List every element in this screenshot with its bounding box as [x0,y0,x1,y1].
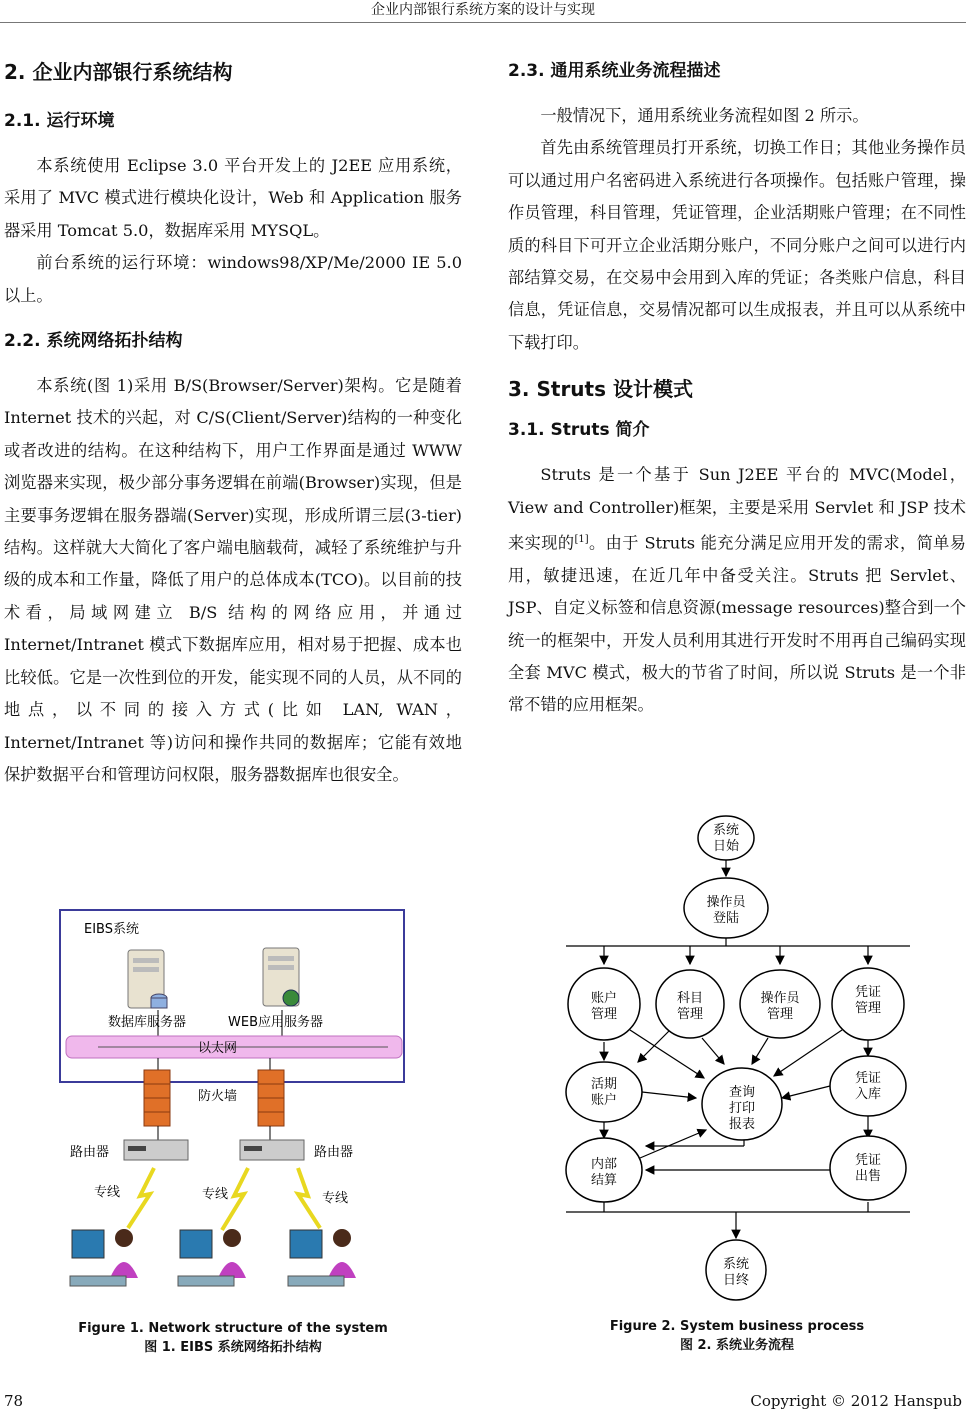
figure-2-caption-cn: 图 2. 系统业务流程 [679,1338,795,1353]
figure-1-caption-en: Figure 1. Network structure of the system [78,1321,388,1336]
router-right-icon [240,1140,304,1160]
svg-text:管理: 管理 [766,1007,794,1022]
svg-text:凭证: 凭证 [854,1153,882,1168]
firewall-label: 防火墙 [198,1089,238,1104]
router-left-label: 路由器 [70,1145,110,1160]
leased-line-label-2: 专线 [202,1187,229,1202]
section-2-1-title: 2.1. 运行环境 [4,111,115,131]
user-workstation-1-icon [70,1229,138,1286]
citation-ref: [1] [574,534,589,546]
section-2-3-title: 2.3. 通用系统业务流程描述 [508,61,721,81]
section-2-1-paragraph-2: 前台系统的运行环境：windows98/XP/Me/2000 IE 5.0 以上。 [4,253,462,305]
svg-text:结算: 结算 [590,1173,618,1188]
figure-2-caption-en: Figure 2. System business process [609,1319,865,1334]
section-3-title: 3. Struts 设计模式 [508,377,693,402]
svg-text:打印: 打印 [728,1101,756,1116]
running-header: 企业内部银行系统方案的设计与实现 [0,0,966,23]
leased-line-label-1: 专线 [94,1185,121,1200]
node-voucher-in-stock [830,1056,906,1116]
section-2-2-title: 2.2. 系统网络拓扑结构 [4,331,183,352]
web-server-label: WEB应用服务器 [228,1015,323,1030]
svg-text:系统: 系统 [722,1257,750,1272]
firewall-right-icon [258,1070,284,1126]
router-left-icon [124,1140,188,1160]
node-voucher-sale [830,1136,906,1200]
user-workstation-3-icon [288,1229,356,1286]
section-2-1-paragraph-1: 本系统使用 Eclipse 3.0 平台开发上的 J2EE 应用系统，采用了 MVC 模式进行模块化设计，Web 和 Application 服务器采用 Tomcat 5.0，数据库采用 MYSQL。 [4,156,462,240]
svg-text:日终: 日终 [722,1273,750,1288]
user-workstation-2-icon [178,1229,246,1286]
section-2-title: 2. 企业内部银行系统结构 [4,60,233,84]
section-3-1-title: 3.1. Struts 简介 [508,420,650,441]
svg-text:登陆: 登陆 [712,911,740,926]
section-2-2-paragraph: 本系统(图 1)采用 B/S(Browser/Server)架构。它是随着 Internet 技术的兴起，对 C/S(Client/Server)结构的一种变化或者改进的结构。在这种结构下，用户工作界面是通过 WWW 浏览器来实现，极少部分事务逻辑在前端(Browser)实现，但是主要事务逻辑在服务器端(Server)实现，形成所谓三层(3-tier)结构。这样就大大简化了客户端电脑载荷，减轻了系统维护与升级的成本和工作量，降低了用户的总体成本(TCO)。以目前的技术看，局域网建立 B/S 结构的网络应用，并通过 Internet/Intranet 模式下数据库应用，相对易于把握、成本也比较低。它是一次性到位的开发，能实现不同的人员，从不同的地点，以不同的接入方式(比如 LAN, WAN，Internet/Intranet 等)访问和操作共同的数据库；它能有效地保护数据平台和管理访问权限，服务器数据库也很安全。 [4,376,462,784]
svg-text:管理: 管理 [590,1007,618,1022]
svg-text:日始: 日始 [712,839,740,854]
figure-2-flowchart [556,808,926,1308]
web-server-icon [263,948,299,1006]
leased-line-label-3: 专线 [322,1191,349,1206]
ethernet-label: 以太网 [198,1041,238,1056]
firewall-left-icon [144,1070,170,1126]
svg-text:活期: 活期 [590,1077,618,1092]
figure-2-caption [556,1317,918,1355]
figure-1-network-diagram [58,906,408,1306]
figure-1-caption-cn: 图 1. EIBS 系统网络拓扑结构 [144,1340,322,1355]
section-3-1-paragraph: Struts 是一个基于 Sun J2EE 平台的 MVC(Model，View and Controller)框架，主要是采用 Servlet 和 JSP 技术来实现的[1]。由于 Struts 能充分满足应用开发的需求，简单易用，敏捷迅速，在近几年中备受关注。Struts 把 Servlet、JSP、自定义标签和信息资源(message resources)整合到一个统一的框架中，开发人员利用其进行开发时不用再自己编码实现全套 MVC 模式，极大的节省了时间，所以说 Struts 是一个非常不错的应用框架。 [508,465,966,715]
database-server-icon [128,950,167,1008]
eibs-system-label: EIBS系统 [84,922,139,937]
lightning-right-icon [298,1168,320,1228]
svg-text:出售: 出售 [854,1169,882,1184]
lightning-left-icon [128,1168,154,1228]
left-column [4,56,462,791]
svg-text:管理: 管理 [676,1007,704,1022]
right-column [508,56,966,722]
svg-text:凭证: 凭证 [854,985,882,1000]
router-right-label: 路由器 [314,1145,354,1160]
svg-text:科目: 科目 [676,991,704,1006]
svg-text:操作员: 操作员 [760,991,800,1006]
section-2-3-paragraph-2: 首先由系统管理员打开系统，切换工作日；其他业务操作员可以通过用户名密码进入系统进行各项操作。包括账户管理，操作员管理，科目管理，凭证管理，企业活期账户管理；在不同性质的科目下可开立企业活期分账户，不同分账户之间可以进行内部结算交易，在交易中会用到入库的凭证；各类账户信息，科目信息，凭证信息，交易情况都可以生成报表，并且可以从系统中下载打印。 [508,138,966,352]
section-2-3-paragraph-1: 一般情况下，通用系统业务流程如图 2 所示。 [540,106,869,125]
svg-text:操作员: 操作员 [706,895,746,910]
page-number: 78 [4,1392,24,1410]
node-demand-account [566,1062,642,1122]
svg-text:管理: 管理 [854,1001,882,1016]
svg-text:内部: 内部 [590,1157,618,1172]
copyright-notice: Copyright © 2012 Hanspub [750,1392,962,1410]
svg-text:报表: 报表 [728,1117,756,1132]
svg-text:账户: 账户 [590,1093,618,1108]
svg-text:账户: 账户 [590,991,618,1006]
db-server-label: 数据库服务器 [108,1015,187,1030]
svg-text:凭证: 凭证 [854,1071,882,1086]
figure-1-caption [58,1319,408,1357]
svg-text:入库: 入库 [854,1087,882,1102]
svg-text:系统: 系统 [712,823,740,838]
svg-text:查询: 查询 [728,1085,756,1100]
